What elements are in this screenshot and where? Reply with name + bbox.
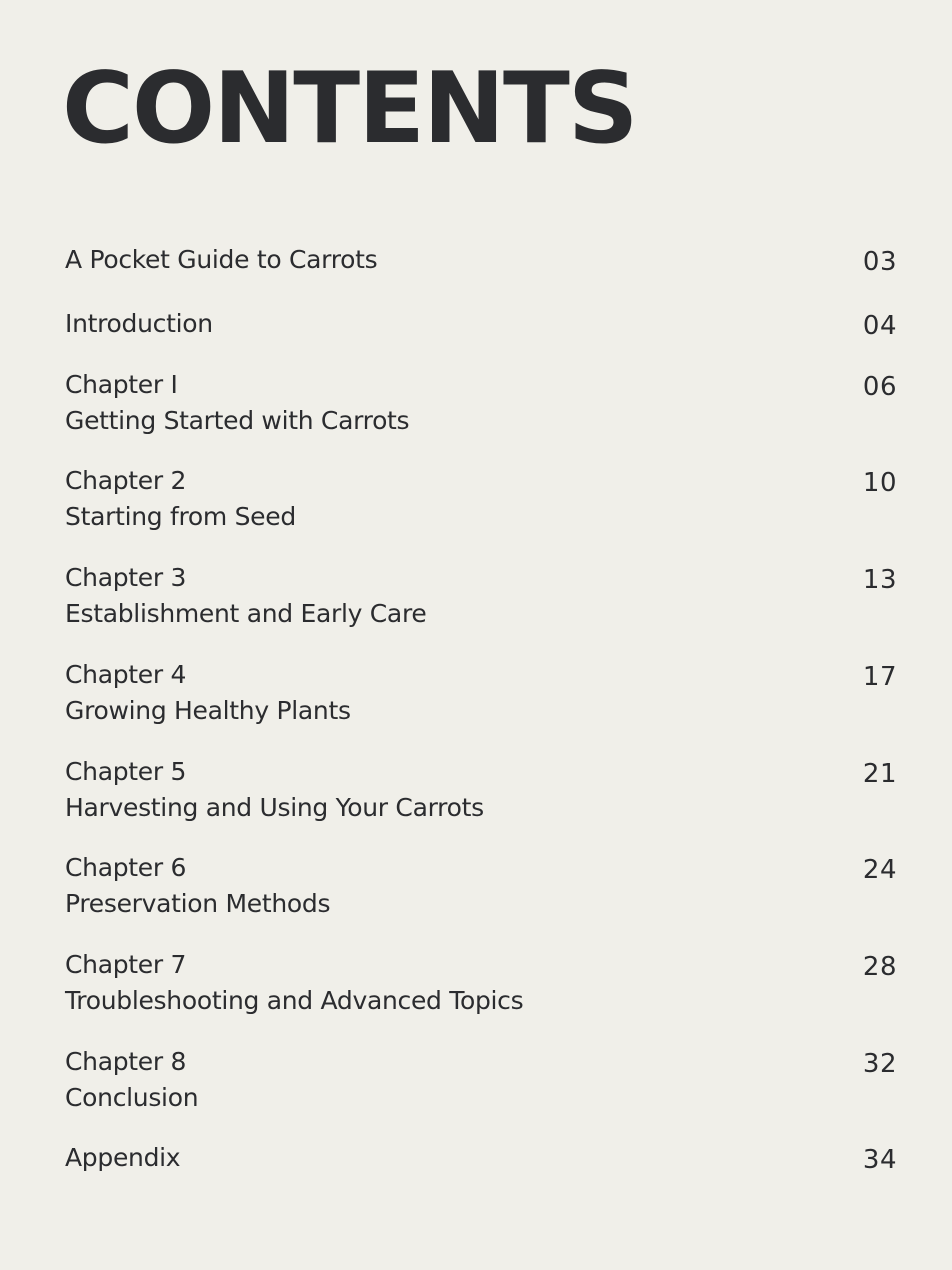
- toc-page-number: 03: [862, 247, 897, 277]
- toc-chapter-number: Chapter 8: [65, 1047, 187, 1076]
- toc-chapter-number: Chapter I: [65, 370, 178, 399]
- toc-chapter-title: Starting from Seed: [65, 502, 296, 531]
- toc-entry-label: [65, 947, 523, 1019]
- page-title: CONTENTS: [62, 52, 637, 166]
- toc-chapter-title: Harvesting and Using Your Carrots: [65, 793, 484, 822]
- toc-page-number: 21: [862, 759, 897, 789]
- toc-entry-title: A Pocket Guide to Carrots: [65, 245, 378, 274]
- toc-chapter-number: Chapter 3: [65, 563, 187, 592]
- toc-chapter-number: Chapter 2: [65, 466, 187, 495]
- toc-entry-label: [65, 850, 330, 922]
- toc-entry-label: [65, 242, 377, 278]
- toc-entry-label: [65, 657, 351, 729]
- toc-entry-title: Introduction: [65, 309, 213, 338]
- toc-page-number: 06: [862, 372, 897, 402]
- toc-chapter-title: Growing Healthy Plants: [65, 696, 351, 725]
- toc-entry-title: Appendix: [65, 1143, 181, 1172]
- toc-chapter-title: Establishment and Early Care: [65, 599, 427, 628]
- toc-chapter-number: Chapter 4: [65, 660, 187, 689]
- toc-chapter-title: Getting Started with Carrots: [65, 406, 410, 435]
- contents-page: [62, 0, 897, 1270]
- table-of-contents: [65, 0, 897, 1270]
- toc-entry-label: [65, 367, 409, 439]
- toc-chapter-title: Preservation Methods: [65, 889, 331, 918]
- toc-page-number: 32: [862, 1049, 897, 1079]
- toc-page-number: 13: [862, 565, 897, 595]
- toc-chapter-title: Conclusion: [65, 1083, 199, 1112]
- toc-entry-label: [65, 1140, 180, 1176]
- toc-entry-label: [65, 1044, 198, 1116]
- toc-chapter-title: Troubleshooting and Advanced Topics: [65, 986, 524, 1015]
- toc-page-number: 17: [862, 662, 897, 692]
- toc-entry-label: [65, 560, 426, 632]
- toc-page-number: 34: [862, 1145, 897, 1175]
- toc-page-number: 04: [862, 311, 897, 341]
- toc-entry-label: [65, 463, 296, 535]
- toc-page-number: 28: [862, 952, 897, 982]
- toc-chapter-number: Chapter 7: [65, 950, 187, 979]
- toc-entry-label: [65, 306, 213, 342]
- toc-page-number: 24: [862, 855, 897, 885]
- toc-page-number: 10: [862, 468, 897, 498]
- toc-chapter-number: Chapter 6: [65, 853, 187, 882]
- toc-chapter-number: Chapter 5: [65, 757, 187, 786]
- toc-entry-label: [65, 754, 484, 826]
